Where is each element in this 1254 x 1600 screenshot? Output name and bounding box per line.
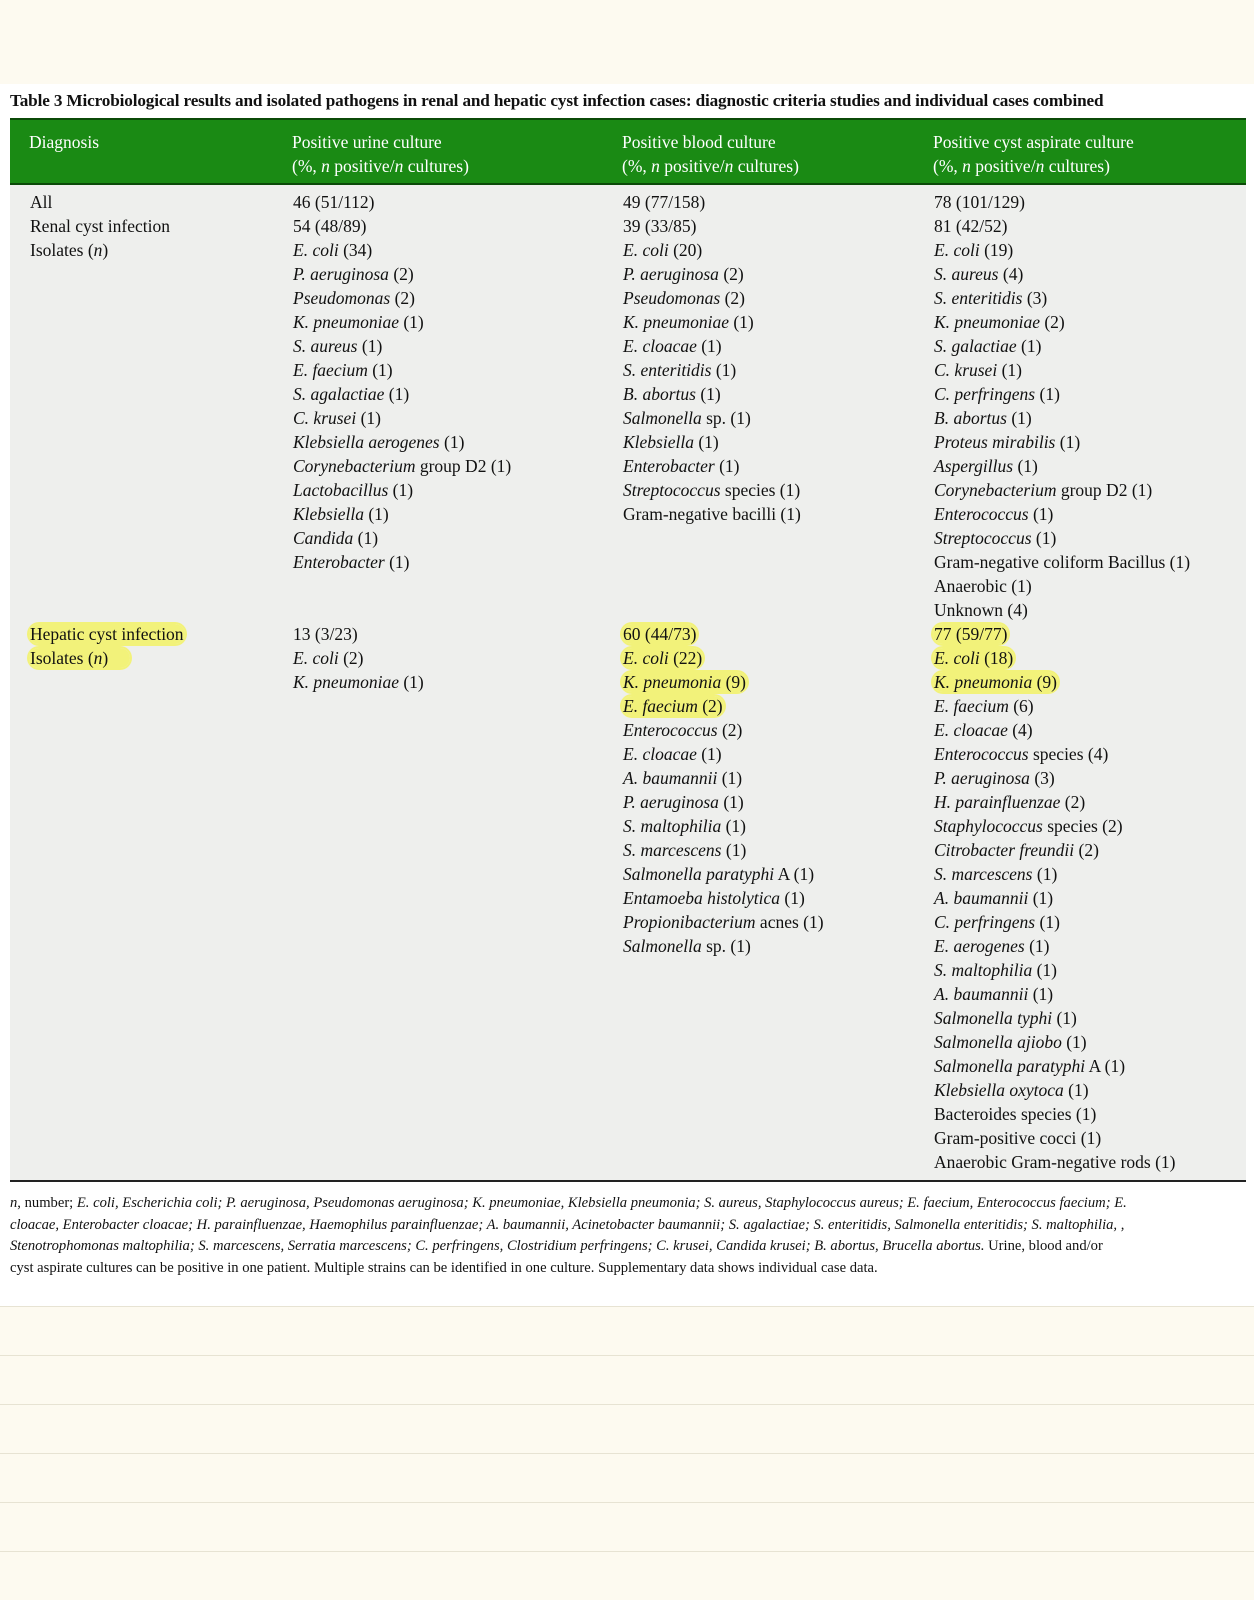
cell-text: 46 (51/112) (293, 192, 375, 212)
cell-text: 49 (77/158) (623, 192, 706, 212)
cell-text: Pseudomonas (2) (623, 288, 745, 308)
ruled-line (0, 1551, 1254, 1552)
table-cell (29, 646, 185, 670)
cell-text: S. maltophilia (1) (623, 816, 746, 836)
table-cell (29, 478, 185, 502)
cell-text: C. perfringens (1) (934, 384, 1060, 404)
header-top-rule (10, 118, 1246, 120)
cell-text: 39 (33/85) (623, 216, 697, 236)
cell-text: E. coli (20) (623, 240, 703, 260)
cell-text: Pseudomonas (2) (293, 288, 415, 308)
table-cell (29, 550, 185, 574)
ruled-line (0, 1306, 1254, 1307)
footnote-line: cyst aspirate cultures can be positive in one patient. Multiple strains can be identified in one culture. Supplementary data shows individual case data. (10, 1259, 878, 1276)
table-cell (29, 502, 185, 526)
cell-text: E. coli (19) (934, 240, 1014, 260)
ruled-paper-area (0, 1306, 1254, 1600)
header-line: Positive blood culture (622, 132, 776, 152)
highlighted-text: K. pneumonia (9) (934, 672, 1057, 692)
cell-text: C. perfringens (1) (934, 912, 1060, 932)
ruled-line (0, 1355, 1254, 1356)
table-cell (622, 454, 825, 478)
cell-text: Salmonella sp. (1) (623, 936, 751, 956)
cell-text: A. baumannii (1) (623, 768, 743, 788)
table-cell (933, 646, 1191, 670)
table-cell (622, 502, 825, 526)
table-cell (622, 430, 825, 454)
table-cell (622, 814, 825, 838)
cell-text: A. baumannii (1) (934, 888, 1054, 908)
table-cell (933, 958, 1191, 982)
cell-text: All (30, 192, 53, 212)
header-blood-culture (622, 130, 799, 178)
cell-text: Corynebacterium group D2 (1) (293, 456, 512, 476)
table-cell (622, 718, 825, 742)
table-cell (292, 574, 512, 598)
cell-text: Corynebacterium group D2 (1) (934, 480, 1153, 500)
cell-text: S. galactiae (1) (934, 336, 1042, 356)
table-cell (933, 670, 1191, 694)
column-urine-culture (292, 190, 512, 694)
table-cell (292, 550, 512, 574)
cell-text: Unknown (4) (934, 600, 1028, 620)
cell-text: Staphylococcus species (2) (934, 816, 1123, 836)
table-cell (292, 502, 512, 526)
cell-text: Entamoeba histolytica (1) (623, 888, 805, 908)
cell-text: S. aureus (4) (934, 264, 1024, 284)
cell-text: 13 (3/23) (293, 624, 358, 644)
table-cell (933, 526, 1191, 550)
cell-text: S. aureus (1) (293, 336, 383, 356)
table-cell (622, 550, 825, 574)
table-cell (933, 862, 1191, 886)
highlighted-text: E. coli (18) (934, 648, 1014, 668)
cell-text: K. pneumoniae (1) (293, 672, 424, 692)
table-cell (29, 622, 185, 646)
table-cell (29, 214, 185, 238)
table-cell (933, 574, 1191, 598)
cell-text: E. coli (34) (293, 240, 373, 260)
table-cell (933, 838, 1191, 862)
cell-text: S. agalactiae (1) (293, 384, 410, 404)
table-cell (29, 382, 185, 406)
cell-text: S. enteritidis (3) (934, 288, 1048, 308)
cell-text: H. parainfluenzae (2) (934, 792, 1086, 812)
table-cell (29, 286, 185, 310)
table-cell (292, 358, 512, 382)
table-cell (933, 1006, 1191, 1030)
cell-text: S. marcescens (1) (934, 864, 1058, 884)
table-cell (933, 694, 1191, 718)
table-cell (292, 598, 512, 622)
header-line: (%, n positive/n cultures) (622, 156, 799, 176)
table-cell (29, 190, 185, 214)
table-cell (292, 526, 512, 550)
cell-text: Aspergillus (1) (934, 456, 1038, 476)
table-cell (622, 886, 825, 910)
cell-text: E. cloacae (1) (623, 744, 722, 764)
table-cell (933, 286, 1191, 310)
table-cell (292, 622, 512, 646)
cell-text: Klebsiella (1) (293, 504, 389, 524)
table-cell (29, 454, 185, 478)
cell-text: P. aeruginosa (3) (934, 768, 1055, 788)
table-cell (933, 814, 1191, 838)
table-cell (933, 1150, 1191, 1174)
cell-text: Candida (1) (293, 528, 379, 548)
table-cell (622, 910, 825, 934)
cell-text: Gram-negative coliform Bacillus (1) (934, 552, 1191, 572)
cell-text: K. pneumoniae (1) (623, 312, 754, 332)
table-cell (622, 598, 825, 622)
table-cell (292, 286, 512, 310)
table-cell (622, 742, 825, 766)
cell-text: Salmonella sp. (1) (623, 408, 751, 428)
cell-text: C. krusei (1) (293, 408, 381, 428)
table-cell (933, 1078, 1191, 1102)
cell-text: Salmonella paratyphi A (1) (934, 1056, 1126, 1076)
table-cell (622, 766, 825, 790)
cell-text: Citrobacter freundii (2) (934, 840, 1099, 860)
table-cell (622, 574, 825, 598)
table-caption: Table 3 Microbiological results and isolated pathogens in renal and hepatic cyst infection cases: diagnostic criteria studies and individual cases combined (10, 91, 1104, 110)
table-cell (292, 382, 512, 406)
cell-text: E. coli (2) (293, 648, 364, 668)
table-cell (933, 310, 1191, 334)
cell-text: C. krusei (1) (934, 360, 1022, 380)
cell-text: Lactobacillus (1) (293, 480, 414, 500)
table-cell (933, 454, 1191, 478)
table-cell (622, 934, 825, 958)
table-cell (29, 526, 185, 550)
cell-text: Enterococcus (2) (623, 720, 743, 740)
cell-text: Bacteroides species (1) (934, 1104, 1097, 1124)
highlighted-text: E. faecium (2) (623, 696, 723, 716)
table-cell (933, 1054, 1191, 1078)
cell-text: Salmonella paratyphi A (1) (623, 864, 815, 884)
cell-text: E. aerogenes (1) (934, 936, 1050, 956)
cell-text: Isolates (n) (30, 240, 109, 260)
cell-text: P. aeruginosa (1) (623, 792, 744, 812)
table-cell (622, 790, 825, 814)
table-cell (933, 886, 1191, 910)
table-cell (622, 478, 825, 502)
cell-text: Anaerobic (1) (934, 576, 1032, 596)
cell-text: Enterobacter (1) (623, 456, 740, 476)
table-cell (933, 742, 1191, 766)
header-line: (%, n positive/n cultures) (292, 156, 469, 176)
cell-text: P. aeruginosa (2) (293, 264, 414, 284)
table-cell (622, 262, 825, 286)
table-cell (933, 190, 1191, 214)
header-urine-culture (292, 130, 469, 178)
table-cell (933, 262, 1191, 286)
table-cell (292, 406, 512, 430)
table-cell (292, 238, 512, 262)
table-cell (292, 214, 512, 238)
table-cell (933, 790, 1191, 814)
cell-text: Propionibacterium acnes (1) (623, 912, 824, 932)
table-cell (29, 262, 185, 286)
cell-text: Salmonella typhi (1) (934, 1008, 1077, 1028)
table-body (10, 185, 1246, 1182)
table-cell (622, 670, 825, 694)
cell-text: 78 (101/129) (934, 192, 1025, 212)
table-cell (933, 934, 1191, 958)
table-cell (933, 766, 1191, 790)
table-cell (29, 358, 185, 382)
column-diagnosis (29, 190, 185, 670)
table-cell (933, 1126, 1191, 1150)
cell-text: Enterobacter (1) (293, 552, 410, 572)
ruled-line (0, 1453, 1254, 1454)
table-cell (933, 598, 1191, 622)
table-cell (292, 430, 512, 454)
table-cell (622, 382, 825, 406)
footnote-line: Stenotrophomonas maltophilia; S. marcescens, Serratia marcescens; C. perfringens, Clostridium perfringens; C. krusei, Candida krusei; B. abortus, Brucella abortus. Urine, blood and/or (10, 1238, 1103, 1254)
table-cell (622, 406, 825, 430)
table-cell (29, 430, 185, 454)
cell-text: K. pneumoniae (1) (293, 312, 424, 332)
cell-text: S. enteritidis (1) (623, 360, 737, 380)
table-cell (292, 646, 512, 670)
header-line: Diagnosis (29, 132, 99, 152)
cell-text: Gram-negative bacilli (1) (623, 504, 801, 524)
table-footnote (10, 1193, 1246, 1279)
cell-text: E. cloacae (4) (934, 720, 1033, 740)
table-cell (292, 334, 512, 358)
cell-text: B. abortus (1) (623, 384, 721, 404)
cell-text: Streptococcus species (1) (623, 480, 801, 500)
cell-text: Anaerobic Gram-negative rods (1) (934, 1152, 1176, 1172)
table-cell (622, 646, 825, 670)
cell-text: S. maltophilia (1) (934, 960, 1057, 980)
cell-text: 81 (42/52) (934, 216, 1008, 236)
table-cell (29, 598, 185, 622)
cell-text: B. abortus (1) (934, 408, 1032, 428)
table-cell (933, 406, 1191, 430)
table-cell (292, 190, 512, 214)
cell-text: Proteus mirabilis (1) (934, 432, 1081, 452)
table-cell (933, 622, 1191, 646)
header-line: Positive cyst aspirate culture (933, 132, 1134, 152)
cell-text: 54 (48/89) (293, 216, 367, 236)
cell-text: Klebsiella oxytoca (1) (934, 1080, 1089, 1100)
table-cell (622, 334, 825, 358)
table-cell (29, 310, 185, 334)
table-header (10, 118, 1246, 185)
cell-text: E. cloacae (1) (623, 336, 722, 356)
table-cell (29, 238, 185, 262)
header-line: Positive urine culture (292, 132, 442, 152)
header-cyst-aspirate-culture (933, 130, 1134, 178)
cell-text: K. pneumoniae (2) (934, 312, 1065, 332)
table-bottom-rule (10, 1180, 1246, 1182)
table-cell (292, 262, 512, 286)
table-cell (933, 382, 1191, 406)
highlighted-text: Isolates (n) (29, 648, 130, 668)
table-cell (933, 478, 1191, 502)
column-blood-culture (622, 190, 825, 958)
table-cell (933, 910, 1191, 934)
table-cell (292, 310, 512, 334)
header-line: (%, n positive/n cultures) (933, 156, 1110, 176)
table-cell (622, 622, 825, 646)
table-cell (622, 238, 825, 262)
table-cell (292, 670, 512, 694)
footnote-line: n, number; E. coli, Escherichia coli; P. aeruginosa, Pseudomonas aeruginosa; K. pneumoniae, Klebsiella pneumonia; S. aureus, Staphylococcus aureus; E. faecium, Enterococcus faecium; E. (10, 1195, 1127, 1211)
footnote-line: cloacae, Enterobacter cloacae; H. parainfluenzae, Haemophilus parainfluenzae; A. baumannii, Acinetobacter baumannii; S. agalactiae; S. enteritidis, Salmonella enteritidis; S. maltophilia, , (10, 1216, 1125, 1233)
table-cell (622, 190, 825, 214)
table-cell (622, 862, 825, 886)
table-cell (292, 454, 512, 478)
highlighted-text: Hepatic cyst infection (30, 624, 184, 644)
cell-text: Streptococcus (1) (934, 528, 1057, 548)
table-cell (29, 406, 185, 430)
table-cell (29, 574, 185, 598)
header-diagnosis (29, 130, 99, 154)
table-cell (933, 430, 1191, 454)
highlighted-text: 60 (44/73) (623, 624, 697, 644)
table-cell (933, 502, 1191, 526)
cell-text: S. marcescens (1) (623, 840, 747, 860)
highlighted-text: E. coli (22) (623, 648, 703, 668)
table-cell (933, 550, 1191, 574)
cell-text: Renal cyst infection (30, 216, 170, 236)
cell-text: Klebsiella (1) (623, 432, 719, 452)
cell-text: E. faecium (1) (293, 360, 393, 380)
table-cell (933, 1102, 1191, 1126)
cell-text: Salmonella ajiobo (1) (934, 1032, 1087, 1052)
table-cell (622, 286, 825, 310)
ruled-line (0, 1404, 1254, 1405)
ruled-line (0, 1502, 1254, 1503)
cell-text: P. aeruginosa (2) (623, 264, 744, 284)
cell-text: Gram-positive cocci (1) (934, 1128, 1102, 1148)
cell-text: E. faecium (6) (934, 696, 1034, 716)
column-cyst-aspirate-culture (933, 190, 1191, 1174)
cell-text: A. baumannii (1) (934, 984, 1054, 1004)
table-cell (622, 526, 825, 550)
table-cell (622, 694, 825, 718)
table-cell (622, 214, 825, 238)
cell-text: Enterococcus (1) (934, 504, 1054, 524)
table-cell (292, 478, 512, 502)
table-cell (933, 718, 1191, 742)
cell-text: Klebsiella aerogenes (1) (293, 432, 465, 452)
table-cell (29, 334, 185, 358)
table-cell (933, 1030, 1191, 1054)
highlighted-text: 77 (59/77) (934, 624, 1008, 644)
table-cell (933, 214, 1191, 238)
highlighted-text: K. pneumonia (9) (623, 672, 746, 692)
cell-text: Enterococcus species (4) (934, 744, 1109, 764)
table-cell (622, 310, 825, 334)
table-cell (933, 358, 1191, 382)
table-cell (933, 334, 1191, 358)
table-cell (622, 358, 825, 382)
table-cell (622, 838, 825, 862)
table-cell (933, 238, 1191, 262)
table-cell (933, 982, 1191, 1006)
